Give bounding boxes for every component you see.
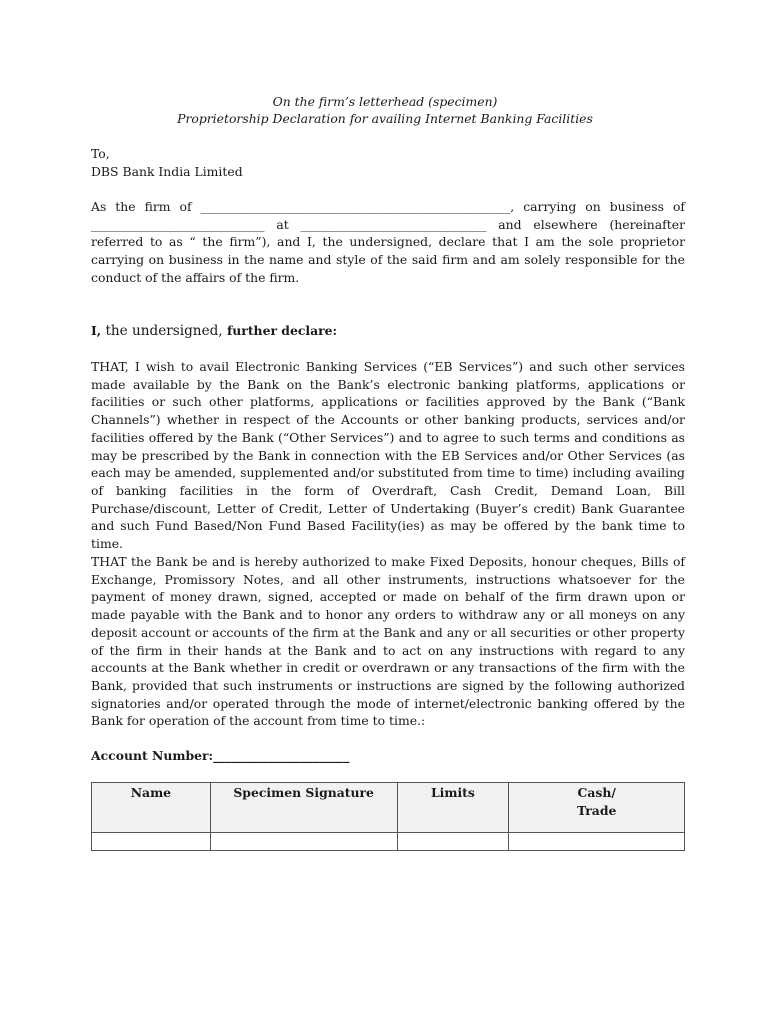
column-header-signature: Specimen Signature bbox=[210, 783, 397, 833]
column-header-name: Name bbox=[92, 783, 211, 833]
heading-part-2: the undersigned, bbox=[101, 323, 227, 339]
limits-cell[interactable] bbox=[397, 833, 509, 851]
document-title: Proprietorship Declaration for availing Internet Banking Facilities bbox=[177, 111, 593, 126]
column-header-limits: Limits bbox=[397, 783, 509, 833]
addressee-bank: DBS Bank India Limited bbox=[91, 164, 243, 179]
column-header-cash-trade bbox=[509, 783, 685, 833]
table-row bbox=[92, 833, 685, 851]
addressee-salutation: To, bbox=[91, 146, 110, 161]
cash-header-line-1: Cash/ bbox=[577, 785, 616, 800]
name-cell[interactable] bbox=[92, 833, 211, 851]
cash-header-line-2: Trade bbox=[576, 802, 617, 818]
intro-paragraph: As the firm of __________________________________________________, carrying on business of ____________________________ at ______________________________ and elsewhere (hereinafter referred to as “ the firm”), and I, the undersigned, declare that I am the sole proprietor carrying on business in the name and style of the said firm and am solely responsible for the conduct of the affairs of the firm. bbox=[91, 199, 685, 285]
signature-cell[interactable] bbox=[210, 833, 397, 851]
table-header-row bbox=[92, 783, 685, 833]
declaration-paragraph-1: THAT, I wish to avail Electronic Banking Services (“EB Services”) and such other services made available by the Bank on the Bank’s electronic banking platforms, applications or facilities or such other platforms, applications or facilities approved by the Bank (“Bank Channels”) whether in respect of the Accounts or other banking products, services and/or facilities offered by the Bank (“Other Services”) and to agree to such terms and conditions as may be prescribed by the Bank in connection with the EB Services and/or Other Services (as each may be amended, supplemented and/or substituted from time to time) including availing of banking facilities in the form of Overdraft, Cash Credit, Demand Loan, Bill Purchase/discount, Letter of Credit, Letter of Undertaking (Buyer’s credit) Bank Guarantee and such Fund Based/Non Fund Based Facility(ies) as may be offered by the bank time to time. bbox=[91, 359, 685, 552]
declaration-heading bbox=[91, 322, 685, 341]
signatories-table bbox=[91, 782, 685, 851]
letterhead-note: On the firm’s letterhead (specimen) bbox=[272, 94, 498, 109]
cash-trade-cell[interactable] bbox=[509, 833, 685, 851]
heading-part-3: further declare: bbox=[226, 323, 338, 338]
heading-part-1: I, bbox=[91, 323, 102, 338]
account-number-label: Account Number:______________________ bbox=[91, 748, 350, 763]
declaration-paragraph-2: THAT the Bank be and is hereby authorized to make Fixed Deposits, honour cheques, Bills of Exchange, Promissory Notes, and all other instruments, instructions whatsoever for the payment of money drawn, signed, accepted or made on behalf of the firm drawn upon or made payable with the Bank and to honor any orders to withdraw any or all moneys on any deposit account or accounts of the firm at the Bank and any or all securities or other property of the firm in their hands at the Bank and to act on any instructions with regard to any accounts at the Bank whether in credit or overdrawn or any transactions of the firm with the Bank, provided that such instruments or instructions are signed by the following authorized signatories and/or operated through the mode of internet/electronic banking offered by the Bank for operation of the account from time to time.: bbox=[91, 554, 685, 729]
